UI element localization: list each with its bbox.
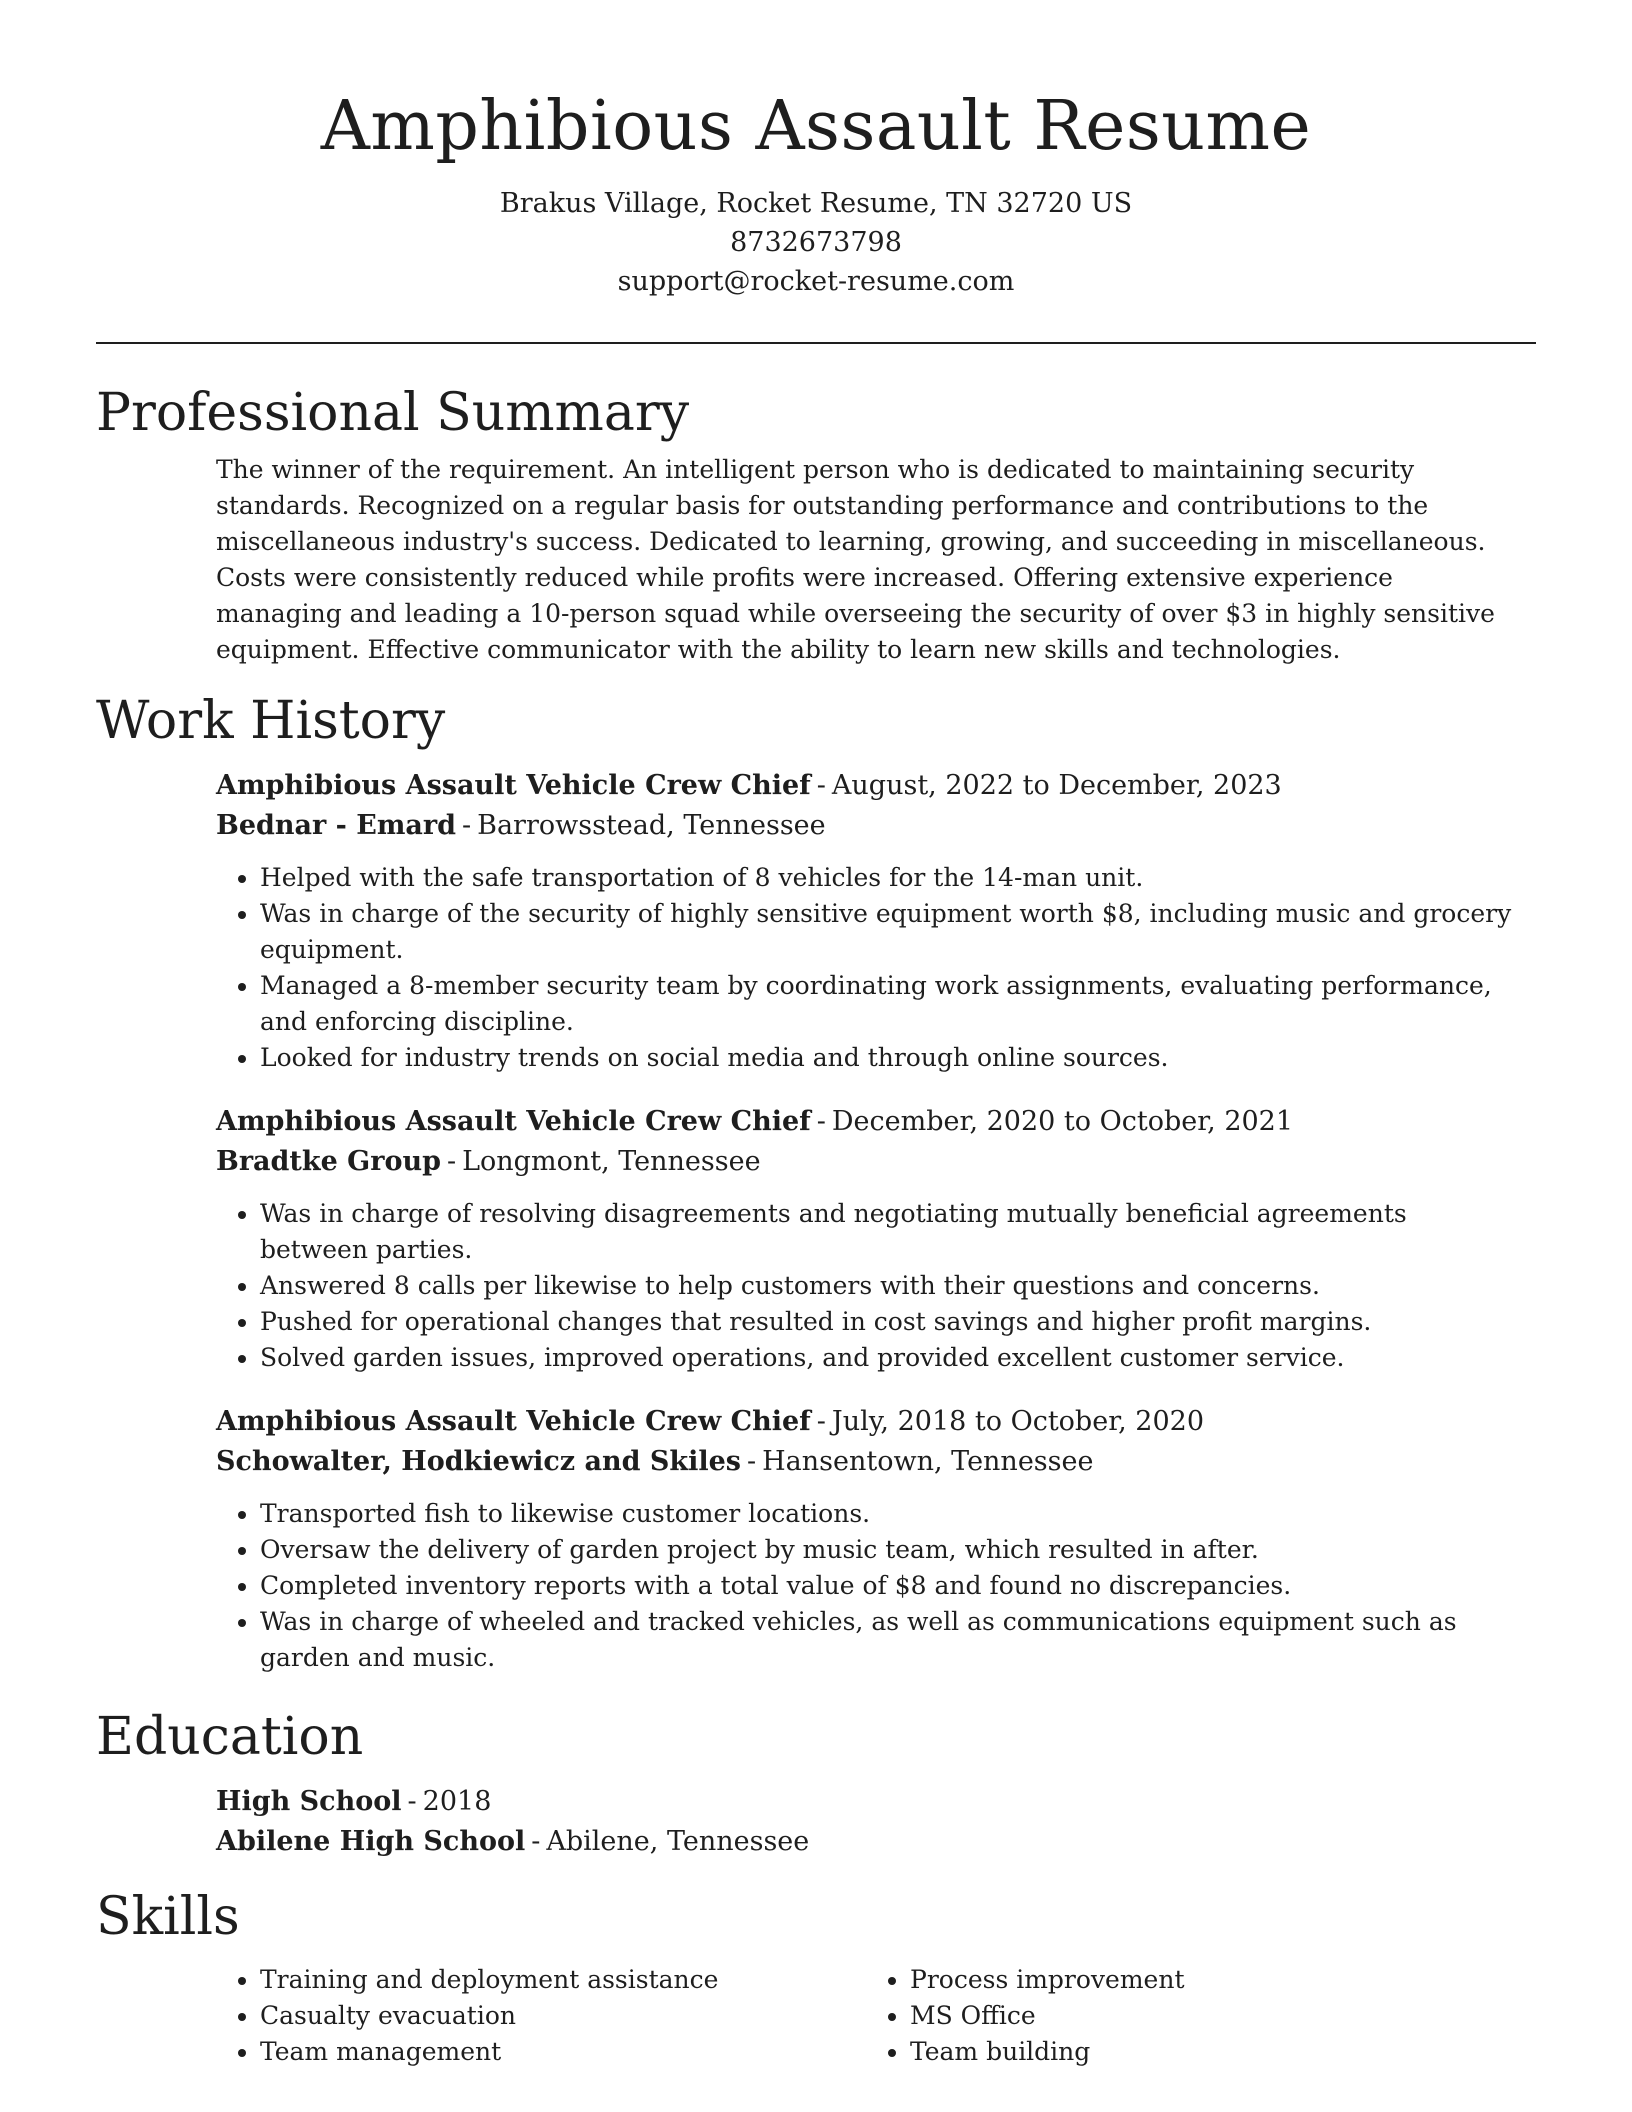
job-title-line: Amphibious Assault Vehicle Crew Chief - December, 2020 to October, 2021 xyxy=(216,1106,1294,1137)
job-dates: July, 2018 to October, 2020 xyxy=(831,1406,1205,1437)
job-bullet: • Pushed for operational changes that resulted in cost savings and higher profit margins. xyxy=(260,1304,1516,1340)
job-dates: December, 2020 to October, 2021 xyxy=(831,1106,1294,1137)
job-role: Amphibious Assault Vehicle Crew Chief xyxy=(216,1106,811,1137)
phone: 8732673798 xyxy=(730,227,902,258)
job-entry xyxy=(216,1102,1516,1376)
job-title-line: Amphibious Assault Vehicle Crew Chief - August, 2022 to December, 2023 xyxy=(216,770,1282,801)
school-location: Abilene, Tennessee xyxy=(546,1826,810,1857)
job-bullet: • Solved garden issues, improved operations, and provided excellent customer service. xyxy=(260,1340,1516,1376)
job-bullets xyxy=(216,1496,1516,1676)
job-bullet: • Was in charge of wheeled and tracked vehicles, as well as communications equipment such as garden and music. xyxy=(260,1604,1516,1676)
job-company: Bradtke Group xyxy=(216,1146,441,1177)
education-section xyxy=(216,1782,1516,1862)
job-bullet: • Transported fish to likewise customer locations. xyxy=(260,1496,1516,1532)
job-bullet: • Was in charge of the security of highly sensitive equipment worth $8, including music and grocery equipment. xyxy=(260,896,1516,968)
job-company-line: Schowalter, Hodkiewicz and Skiles - Hansentown, Tennessee xyxy=(216,1446,1094,1477)
job-bullet: • Oversaw the delivery of garden project by music team, which resulted in after. xyxy=(260,1532,1516,1568)
skills-section xyxy=(216,1962,1516,2070)
job-role: Amphibious Assault Vehicle Crew Chief xyxy=(216,770,811,801)
job-bullet: • Completed inventory reports with a total value of $8 and found no discrepancies. xyxy=(260,1568,1516,1604)
degree-line: High School - 2018 xyxy=(216,1786,492,1817)
skill-item: • Team building xyxy=(910,2034,1516,2070)
contact-block xyxy=(0,184,1632,301)
job-role: Amphibious Assault Vehicle Crew Chief xyxy=(216,1406,811,1437)
graduation-year: 2018 xyxy=(422,1786,492,1817)
job-company-line: Bednar - Emard - Barrowsstead, Tennessee xyxy=(216,810,826,841)
job-bullet: • Looked for industry trends on social media and through online sources. xyxy=(260,1040,1516,1076)
skills-grid xyxy=(216,1962,1516,2070)
job-company: Schowalter, Hodkiewicz and Skiles xyxy=(216,1446,741,1477)
summary-text: The winner of the requirement. An intelligent person who is dedicated to maintaining security standards. Recognized on a regular basis for outstanding performance and contributions to the miscellaneous industry's success. Dedicated to learning, growing, and succeeding in miscellaneous. Costs were consistently reduced while profits were increased. Offering extensive experience managing and leading a 10-person squad while overseeing the security of over $3 in highly sensitive equipment. Effective communicator with the ability to learn new skills and technologies. xyxy=(216,455,1495,664)
education-heading: Education xyxy=(96,1707,364,1767)
job-company: Bednar - Emard xyxy=(216,810,456,841)
school-line: Abilene High School - Abilene, Tennessee xyxy=(216,1826,810,1857)
skill-item: • Process improvement xyxy=(910,1962,1516,1998)
work-history-section xyxy=(216,766,1516,1676)
job-location: Hansentown, Tennessee xyxy=(762,1446,1094,1477)
job-bullets xyxy=(216,1196,1516,1376)
job-title-line: Amphibious Assault Vehicle Crew Chief - July, 2018 to October, 2020 xyxy=(216,1406,1205,1437)
resume-title: Amphibious Assault Resume xyxy=(320,87,1312,166)
skills-heading: Skills xyxy=(96,1887,240,1947)
degree: High School xyxy=(216,1786,402,1817)
skills-left-column xyxy=(216,1962,866,2070)
email: support@rocket-resume.com xyxy=(617,266,1015,297)
job-entry xyxy=(216,766,1516,1076)
summary-section xyxy=(216,452,1516,668)
work-history-heading: Work History xyxy=(96,691,446,751)
job-bullet: • Managed a 8-member security team by coordinating work assignments, evaluating performance, and enforcing discipline. xyxy=(260,968,1516,1040)
resume-content xyxy=(96,378,1536,2070)
summary-heading: Professional Summary xyxy=(96,383,690,443)
address: Brakus Village, Rocket Resume, TN 32720 US xyxy=(499,188,1133,219)
job-bullets xyxy=(216,860,1516,1076)
job-company-line: Bradtke Group - Longmont, Tennessee xyxy=(216,1146,761,1177)
job-dates: August, 2022 to December, 2023 xyxy=(831,770,1282,801)
job-bullet: • Was in charge of resolving disagreements and negotiating mutually beneficial agreements between parties. xyxy=(260,1196,1516,1268)
job-bullet: • Helped with the safe transportation of 8 vehicles for the 14-man unit. xyxy=(260,860,1516,896)
job-entry xyxy=(216,1402,1516,1676)
skill-item: • Casualty evacuation xyxy=(260,1998,866,2034)
skill-item: • MS Office xyxy=(910,1998,1516,2034)
skill-item: • Training and deployment assistance xyxy=(260,1962,866,1998)
skill-item: • Team management xyxy=(260,2034,866,2070)
resume-header xyxy=(0,82,1632,301)
school-name: Abilene High School xyxy=(216,1826,526,1857)
skills-right-column xyxy=(866,1962,1516,2070)
header-divider xyxy=(96,342,1536,344)
job-location: Longmont, Tennessee xyxy=(462,1146,761,1177)
job-bullet: • Answered 8 calls per likewise to help customers with their questions and concerns. xyxy=(260,1268,1516,1304)
job-location: Barrowsstead, Tennessee xyxy=(477,810,826,841)
